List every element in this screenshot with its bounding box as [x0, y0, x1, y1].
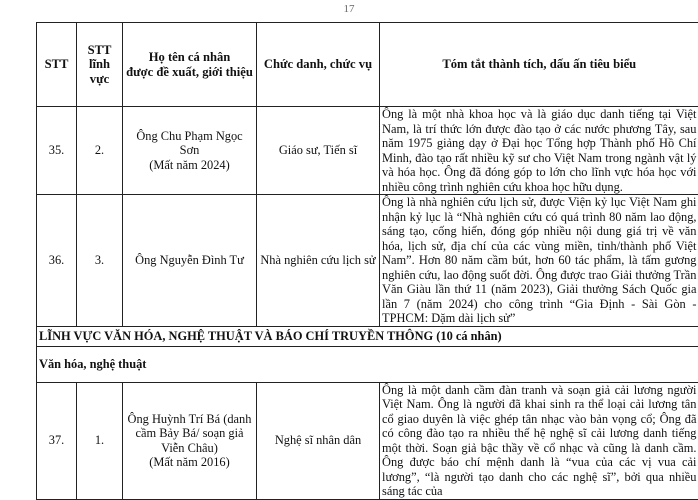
- cell-stt-field: 1.: [77, 382, 123, 499]
- cell-title: Nghệ sĩ nhân dân: [257, 382, 380, 499]
- header-stt-field: STT lĩnh vực: [77, 23, 123, 107]
- header-stt: STT: [37, 23, 77, 107]
- subsection-row: [37, 346, 698, 382]
- cell-name: Ông Huỳnh Trí Bá (danh cầm Bảy Bá/ soạn giả Viễn Châu) (Mất năm 2016): [123, 382, 257, 499]
- header-name: Họ tên cá nhân được đề xuất, giới thiệu: [123, 23, 257, 107]
- page-number: 17: [0, 3, 698, 15]
- subsection-title: Văn hóa, nghệ thuật: [37, 346, 698, 382]
- table-row: [37, 195, 698, 327]
- cell-title: Nhà nghiên cứu lịch sử: [257, 195, 380, 327]
- table-row: [37, 107, 698, 195]
- cell-summary: Ông là nhà nghiên cứu lịch sử, được Viện kỷ lục Việt Nam ghi nhận kỷ lục là “Nhà nghiên cứu có quá trình 80 năm lao động, sáng tạo, cống hiến, đóng góp nhiều nội dung giá trị về văn hóa, lịch sử, địa chí của các vùng miền, tỉnh/thành phố Việt Nam”. Hơn 80 năm cầm bút, hơn 60 tác phẩm, là tấm gương nghiên cứu, lao động suốt đời. Ông được trao Giải thưởng Trần Văn Giàu lần thứ 11 (năm 2023), Giải thưởng Sách Quốc gia lần 7 (năm 2024) cho công trình “Gia Định - Sài Gòn - TPHCM: Dặm dài lịch sử”: [380, 195, 698, 327]
- cell-name: Ông Chu Phạm Ngọc Sơn (Mất năm 2024): [123, 107, 257, 195]
- cell-stt: 37.: [37, 382, 77, 499]
- table-row: [37, 382, 698, 499]
- cell-title: Giáo sư, Tiến sĩ: [257, 107, 380, 195]
- cell-stt-field: 3.: [77, 195, 123, 327]
- section-row: [37, 326, 698, 346]
- section-title: LĨNH VỰC VĂN HÓA, NGHỆ THUẬT VÀ BÁO CHÍ TRUYỀN THÔNG (10 cá nhân): [37, 326, 698, 346]
- cell-stt: 35.: [37, 107, 77, 195]
- header-summary: Tóm tắt thành tích, dấu ấn tiêu biểu: [380, 23, 698, 107]
- cell-stt-field: 2.: [77, 107, 123, 195]
- header-row: [37, 23, 698, 107]
- cell-summary: Ông là một danh cầm đàn tranh và soạn giả cải lương người Việt Nam. Ông là người đã khai sinh ra thể loại cải lương tân cổ giao duyên là việc ghép tân nhạc vào bản vọng cổ; Ông đã có công đào tạo ra nhiều thế hệ nghệ sĩ cải lương danh tiếng một thời. Soạn giả bậc thầy về cổ nhạc và cũng là danh cầm. Ông được báo chí mệnh danh là “vua của các vị vua cải lương”, “là người tạo danh cho các nghệ sĩ”, bởi qua nhiều sáng tác của: [380, 382, 698, 499]
- header-title: Chức danh, chức vụ: [257, 23, 380, 107]
- cell-name: Ông Nguyễn Đình Tư: [123, 195, 257, 327]
- awards-table: [36, 22, 698, 500]
- cell-stt: 36.: [37, 195, 77, 327]
- cell-summary: Ông là một nhà khoa học và là giáo dục danh tiếng tại Việt Nam, là trí thức lớn được đào tạo ở các nước phương Tây, sau năm 1975 giảng dạy ở Đại học Tổng hợp Thành phố Hồ Chí Minh, đào tạo rất nhiều kỹ sư cho Việt Nam trong ngành vật lý và hóa học. Ông đã đóng góp to lớn cho lĩnh vực hóa học với nhiều công trình nghiên cứu khoa học hữu dụng.: [380, 107, 698, 195]
